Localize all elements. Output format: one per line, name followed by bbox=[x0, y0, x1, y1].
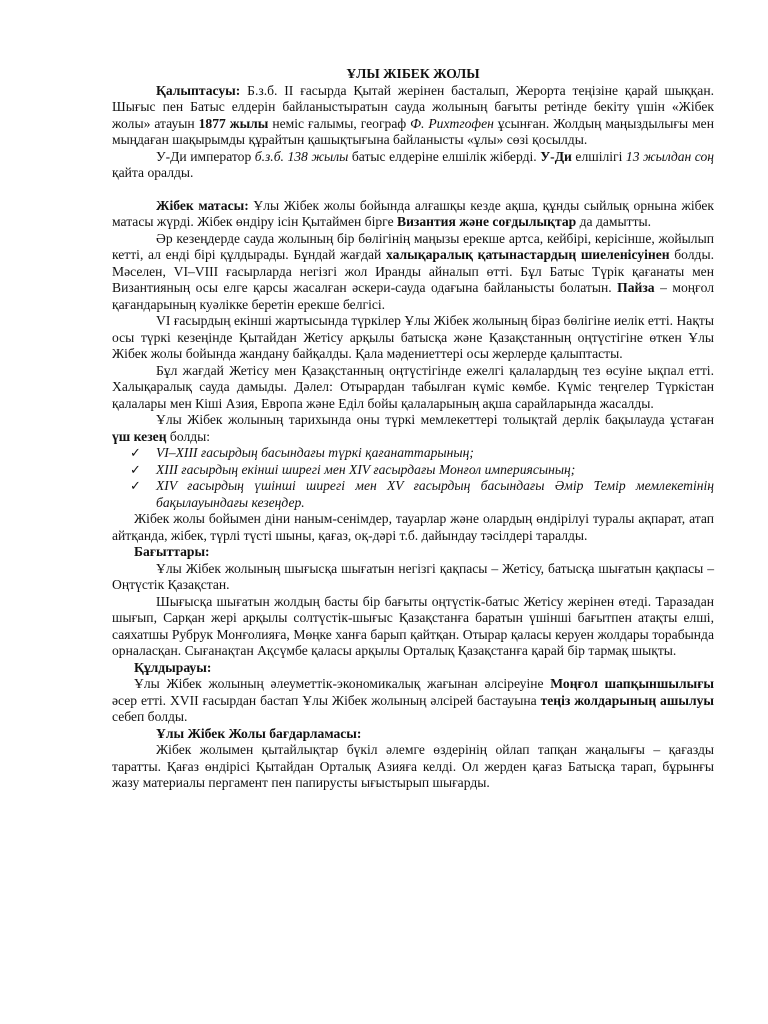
bold-text: Византия және соғдылықтар bbox=[397, 214, 577, 229]
text: әсер етті. XVII ғасырдан бастап Ұлы Жібек жолының әлсірей бастауына bbox=[112, 692, 541, 708]
paragraph-paper: Жібек жолымен қытайлықтар бүкіл әлемге өздерінің ойлап тапқан жаңалығы – қағазды таратты. Қағаз өндірісі Қытайдан Орталық Азияға келді. Ол жерден қағаз Батысқа тарап, бұрынғы жазу материалы пергамент пен папирусты ығыстырып шығарды. bbox=[112, 742, 714, 790]
bold-text: 1877 жылы bbox=[198, 115, 269, 131]
page-title: ҰЛЫ ЖІБЕК ЖОЛЫ bbox=[346, 66, 480, 81]
paragraph-wudi bbox=[112, 149, 714, 182]
text: Ұлы Жібек жолы бойында алғашқы кезде ақша, құнды сыйлық орнына жібек матасы жүрді. Жібек өндіру ісін Қытаймен бірге bbox=[112, 197, 714, 229]
bold-text: үш кезең bbox=[112, 428, 167, 444]
italic-text: 13 жылдан соң bbox=[625, 148, 714, 164]
paragraph-decline bbox=[112, 676, 714, 726]
italic-text: Ф. Рихтгофен bbox=[410, 115, 494, 131]
paragraph-three-stages bbox=[112, 412, 714, 445]
paragraph-silk-fabric bbox=[112, 198, 714, 231]
list-item bbox=[112, 478, 714, 511]
label-silk-fabric: Жібек матасы: bbox=[156, 197, 249, 213]
bold-text: У-Ди bbox=[540, 148, 572, 164]
text: себеп болды. bbox=[112, 709, 188, 724]
list-item-text: VI–XIII ғасырдың басындағы түркі қағанаттарының; bbox=[156, 445, 474, 460]
text: У-Ди император bbox=[156, 148, 255, 164]
bold-text: теңіз жолдарының ашылуы bbox=[540, 692, 714, 708]
text: батыс елдеріне елшілік жіберді. bbox=[348, 148, 541, 164]
check-icon: ✓ bbox=[130, 445, 141, 460]
text: болды: bbox=[166, 428, 211, 444]
list-item bbox=[112, 462, 714, 479]
text: – моңғол қағандарының куәлікке беретін ерекше белгісі. bbox=[112, 280, 714, 312]
list-item-text: XIII ғасырдың екінші ширегі мен XIV ғасырдағы Монғол империясының; bbox=[156, 461, 576, 477]
text: Әр кезеңдерде сауда жолының бір бөлігінің маңызы ерекше артса, кейбірі, керісінше, жойылып кетті, ал енді бірі құлдырады. Бұндай жағдай bbox=[112, 230, 714, 262]
list-item bbox=[112, 445, 714, 462]
paragraph-cities: Бұл жағдай Жетісу мен Қазақстанның оңтүстігінде ежелгі қалалардың тез өсуіне ықпал етті. Халықаралық сауда дамыды. Дәлел: Отырардан табылған күміс көмбе. Күміс теңгелер Түркістан қалалары мен Кіші Азия, Европа және Еділ бойы қалаларының ақша сарайларында жасалды. bbox=[112, 362, 714, 411]
paragraph-turks: VI ғасырдың екінші жартысында түркілер Ұлы Жібек жолының біраз бөлігіне иелік етті. Нақты осы түркі кезеңінде Қытайдан Жетісу арқылы батысқа және Қазақстанның оңтүстігіне өткен Ұлы Жібек жолы бойында жандану байқалды. Қала мәдениеттері осы жерлерде қалыптасты. bbox=[112, 313, 714, 361]
paragraph-periods bbox=[112, 231, 714, 314]
text: да дамытты. bbox=[576, 214, 652, 229]
bold-text: Пайза bbox=[617, 280, 655, 295]
heading-routes: Бағыттары: bbox=[134, 544, 210, 559]
bold-text: Моңғол шапқыншылығы bbox=[550, 676, 715, 691]
text: қайта оралды. bbox=[112, 165, 194, 180]
paragraph-spread: Жібек жолы бойымен діни наным-сенімдер, тауарлар және олардың өндірілуі туралы ақпарат, атап айтқанда, жібек, түрлі түсті шыны, қағаз, оқ-дәрі т.б. дайындау тәсілдері таралды. bbox=[112, 511, 714, 543]
heading-decline: Құлдырауы: bbox=[134, 659, 212, 675]
paragraph-gates: Ұлы Жібек жолының шығысқа шығатын негізгі қақпасы – Жетісу, батысқа шығатын қақпасы – Оңтүстік Қазақстан. bbox=[112, 560, 714, 592]
check-icon: ✓ bbox=[130, 461, 141, 477]
stages-list bbox=[112, 445, 714, 511]
text: ұсынған. Жолдың маңыздылығы мен мыңдаған шақырымды құрайтын қашықтығына байланысты «ұлы» сөзі қосылды. bbox=[112, 115, 714, 147]
spacer bbox=[112, 182, 714, 198]
text: Б.з.б. ІІ ғасырда Қытай жерінен басталып, Жерорта теңізіне қарай шыққан. Шығыс пен Батыс елдерін байланыстыратын сауда жолының бағыты ретінде бекіту үшін «Жібек жолы» атауын bbox=[112, 82, 714, 131]
document-page bbox=[112, 66, 714, 792]
text: Ұлы Жібек жолының тарихында оны түркі мемлекеттері толықтай дерлік бақылауда ұстаған bbox=[156, 412, 714, 427]
list-item-text: XIV ғасырдың үшінші ширегі мен XV ғасырдың басындағы Әмір Темір мемлекетінің бақылауындағы кезеңдер. bbox=[156, 478, 714, 510]
text: Ұлы Жібек жолының әлеуметтік-экономикалық жағынан әлсіреуіне bbox=[134, 676, 551, 691]
paragraph-east-route: Шығысқа шығатын жолдың басты бір бағыты оңтүстік-батыс Жетісу жерінен өтеді. Таразадан шығып, Сарқан жері арқылы солтүстік-шығыс Қазақстанға баратын үшінші бағытпен атақты елші, саяхатшы Рубрук Монғолияға, Мөңке ханға барып қайтқан. Отырар қаласы керуен жолдары торабында орналасқан. Сығанақтан Ақсүмбе қаласы арқылы Орталық Қазақстанға қарай бір тармақ шықты. bbox=[112, 593, 714, 658]
italic-text: б.з.б. 138 жылы bbox=[254, 148, 349, 164]
heading-program bbox=[112, 726, 714, 743]
text: болды. Мәселен, VI–VIII ғасырларда негізгі жол Иранды айналып өтті. Бұл Батыс Түрік қағанаты мен Византияның осы елге қарсы жасалған әскери-сауда одағына байланысты болатын. bbox=[112, 247, 714, 295]
text: неміс ғалымы, географ bbox=[268, 115, 411, 131]
check-icon: ✓ bbox=[130, 478, 141, 493]
bold-text: халықаралық қатынастардың шиеленісуінен bbox=[386, 247, 670, 262]
bold-text: Ұлы Жібек Жолы бағдарламасы: bbox=[156, 725, 362, 741]
label-formation: Қалыптасуы: bbox=[156, 82, 241, 98]
paragraph-formation bbox=[112, 83, 714, 149]
text: елшілігі bbox=[571, 148, 626, 164]
